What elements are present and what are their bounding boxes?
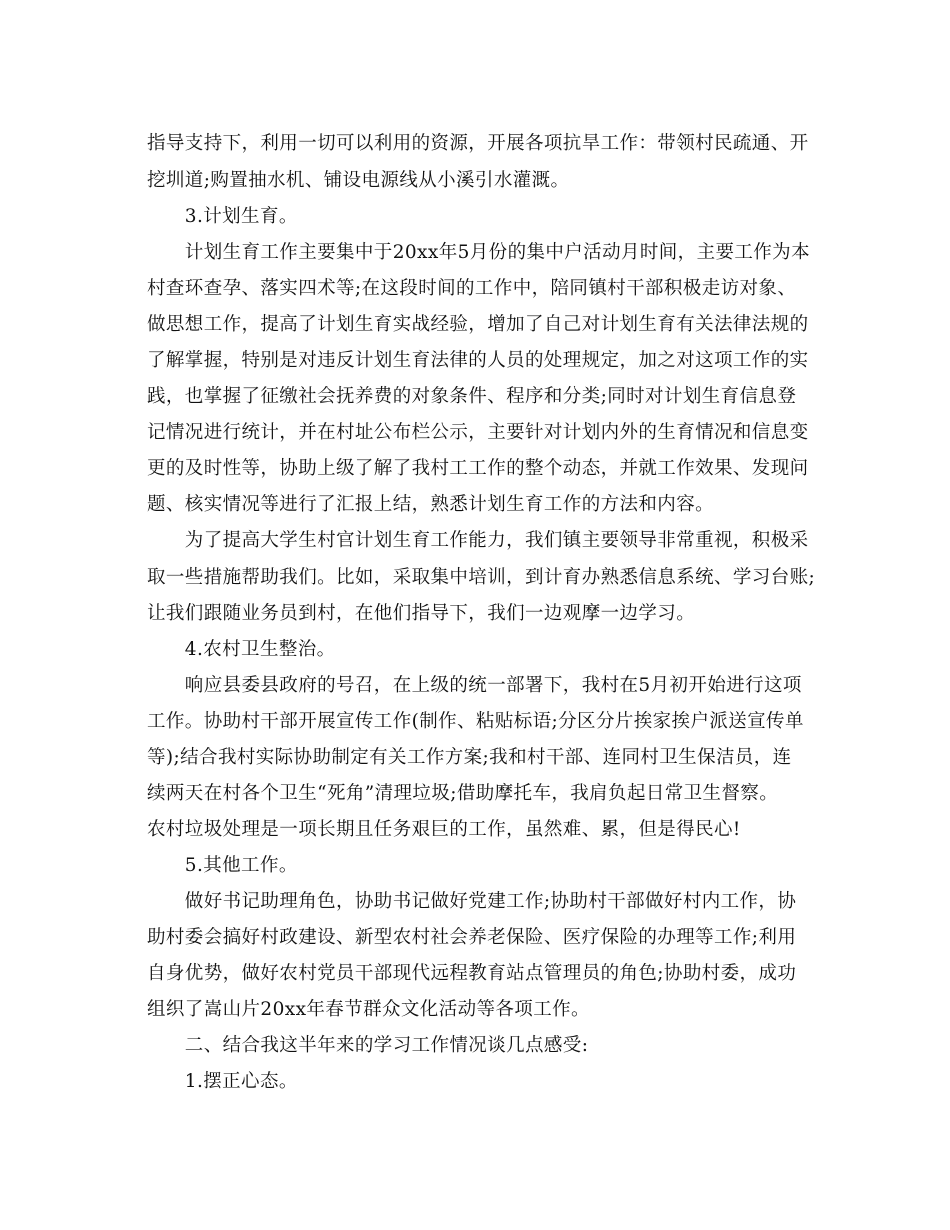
text-line: 自身优势，做好农村党员干部现代远程教育站点管理员的角色;协助村委，成功 [147,963,797,984]
text-line: 续两天在村各个卫生“死角”清理垃圾;借助摩托车，我肩负起日常卫生督察。 [147,783,779,804]
section-heading: 4.农村卫生整治。 [147,639,336,660]
text-line: 记情况进行统计，并在村址公布栏公示，主要针对计划内外的生育情况和信息变 [147,422,809,443]
text-line: 了解掌握，特别是对违反计划生育法律的人员的处理规定，加之对这项工作的实 [147,350,809,371]
text-line: 组织了嵩山片20xx年春节群众文化活动等各项工作。 [147,999,590,1020]
section-heading: 二、结合我这半年来的学习工作情况谈几点感受: [147,1035,589,1056]
section-heading: 1.摆正心态。 [147,1071,298,1092]
text-line: 为了提高大学生村官计划生育工作能力，我们镇主要领导非常重视，积极采 [147,530,809,551]
text-line: 践，也掌握了征缴社会抚养费的对象条件、程序和分类;同时对计划生育信息登 [147,386,797,407]
text-line: 题、核实情况等进行了汇报上结，熟悉计划生育工作的方法和内容。 [147,494,715,515]
text-line: 取一些措施帮助我们。比如，采取集中培训，到计育办熟悉信息系统、学习台账; [147,567,816,588]
text-line: 助村委会搞好村政建设、新型农村社会养老保险、医疗保险的办理等工作;利用 [147,927,797,948]
text-line: 做好书记助理角色，协助书记做好党建工作;协助村干部做好村内工作，协 [147,891,797,912]
section-heading: 5.其他工作。 [147,855,298,876]
text-line: 做思想工作，提高了计划生育实战经验，增加了自己对计划生育有关法律法规的 [147,314,809,335]
text-line: 指导支持下，利用一切可以利用的资源，开展各项抗旱工作：带领村民疏通、开 [147,133,809,154]
text-line: 工作。协助村干部开展宣传工作(制作、粘贴标语;分区分片挨家挨户派送宣传单 [147,711,804,732]
text-line: 挖圳道;购置抽水机、铺设电源线从小溪引水灌溉。 [147,170,570,191]
text-line: 村查环查孕、落实四术等;在这段时间的工作中，陪同镇村干部积极走访对象、 [147,278,797,299]
text-line: 更的及时性等，协助上级了解了我村工工作的整个动态，并就工作效果、发现问 [147,458,809,479]
text-line: 让我们跟随业务员到村，在他们指导下，我们一边观摩一边学习。 [147,603,696,624]
section-heading: 3.计划生育。 [147,206,298,227]
text-line: 等);结合我村实际协助制定有关工作方案;我和村干部、连同村卫生保洁员，连 [147,747,792,768]
text-line: 计划生育工作主要集中于20xx年5月份的集中户活动月时间，主要工作为本 [147,242,810,263]
text-line: 响应县委县政府的号召，在上级的统一部署下，我村在5月初开始进行这项 [147,675,802,696]
text-line: 农村垃圾处理是一项长期且任务艰巨的工作，虽然难、累，但是得民心! [147,819,741,840]
